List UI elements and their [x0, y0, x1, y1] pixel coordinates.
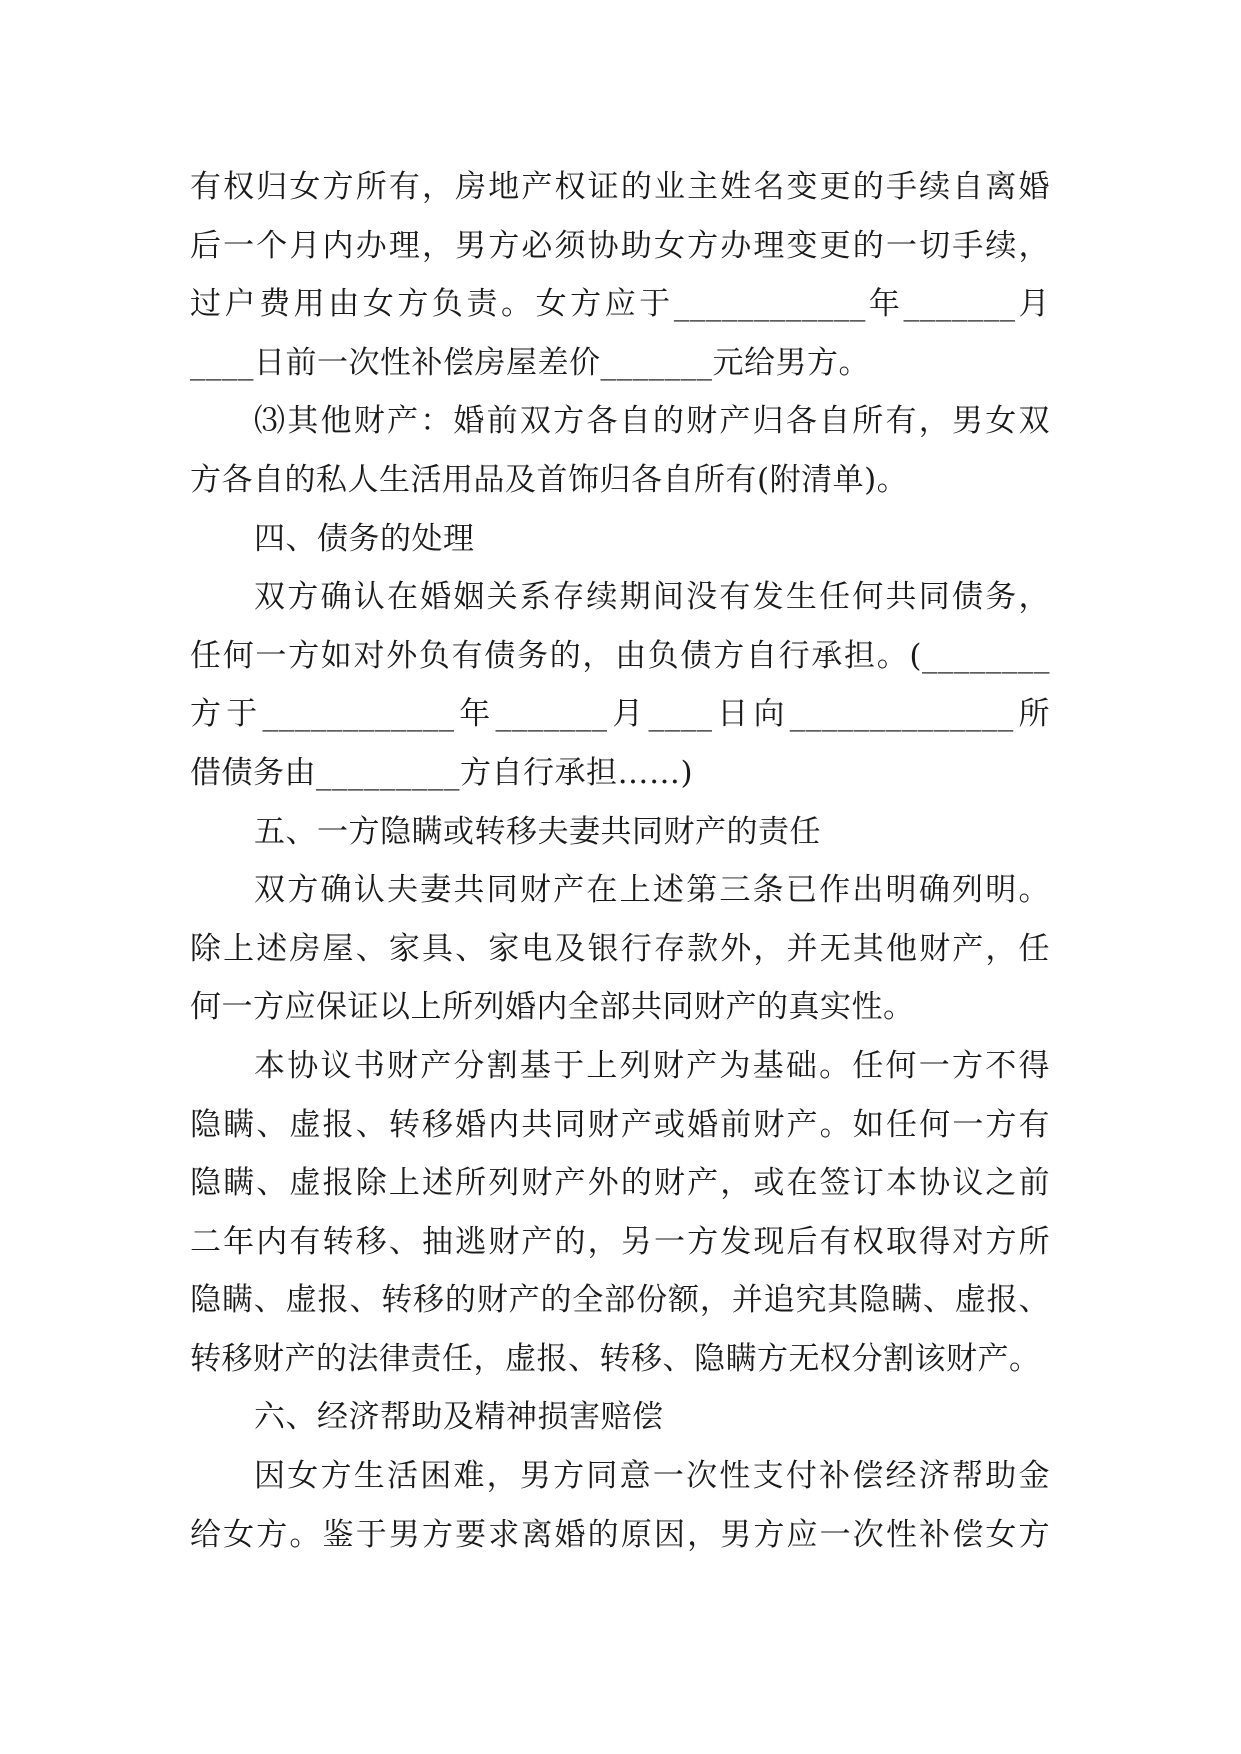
text-line: 借债务由_________方自行承担……)	[190, 754, 694, 791]
paragraph-first-line: ⑶其他财产：婚前双方各自的财产归各自所有，男女双	[254, 403, 1050, 440]
text-line: 隐瞒、虚报、转移婚内共同财产或婚前财产。如任何一方有	[190, 1106, 1050, 1143]
text-line: 二年内有转移、抽逃财产的，另一方发现后有权取得对方所	[190, 1223, 1050, 1260]
section-heading: 四、债务的处理	[254, 520, 475, 557]
text-line: 后一个月内办理，男方必须协助女方办理变更的一切手续，	[190, 227, 1050, 264]
section-heading: 五、一方隐瞒或转移夫妻共同财产的责任	[254, 813, 821, 850]
section-heading: 六、经济帮助及精神损害赔偿	[254, 1399, 664, 1436]
paragraph-first-line: 本协议书财产分割基于上列财产为基础。任何一方不得	[254, 1047, 1050, 1084]
text-line: 何一方应保证以上所列婚内全部共同财产的真实性。	[190, 989, 915, 1026]
text-line: 给女方。鉴于男方要求离婚的原因，男方应一次性补偿女方	[190, 1516, 1050, 1553]
text-line: 隐瞒、虚报、转移的财产的全部份额，并追究其隐瞒、虚报、	[190, 1282, 1050, 1319]
paragraph-first-line: 双方确认在婚姻关系存续期间没有发生任何共同债务，	[254, 579, 1050, 616]
text-line: 方各自的私人生活用品及首饰归各自所有(附清单)。	[190, 461, 909, 498]
text-line: ____日前一次性补偿房屋差价_______元给男方。	[190, 344, 870, 381]
text-line: 转移财产的法律责任，虚报、转移、隐瞒方无权分割该财产。	[190, 1340, 1041, 1377]
document-page	[190, 158, 1050, 1564]
paragraph-first-line: 因女方生活困难，男方同意一次性支付补偿经济帮助金	[254, 1458, 1050, 1495]
text-line: 方于____________年_______月____日向______________所	[190, 696, 1050, 733]
paragraph-first-line: 双方确认夫妻共同财产在上述第三条已作出明确列明。	[254, 872, 1050, 909]
text-line: 隐瞒、虚报除上述所列财产外的财产，或在签订本协议之前	[190, 1165, 1050, 1202]
text-line: 过户费用由女方负责。女方应于____________年_______月	[190, 286, 1050, 323]
text-line: 任何一方如对外负有债务的，由负债方自行承担。(________	[190, 637, 1050, 674]
text-line: 除上述房屋、家具、家电及银行存款外，并无其他财产，任	[190, 930, 1050, 967]
text-line: 有权归女方所有，房地产权证的业主姓名变更的手续自离婚	[190, 169, 1050, 205]
